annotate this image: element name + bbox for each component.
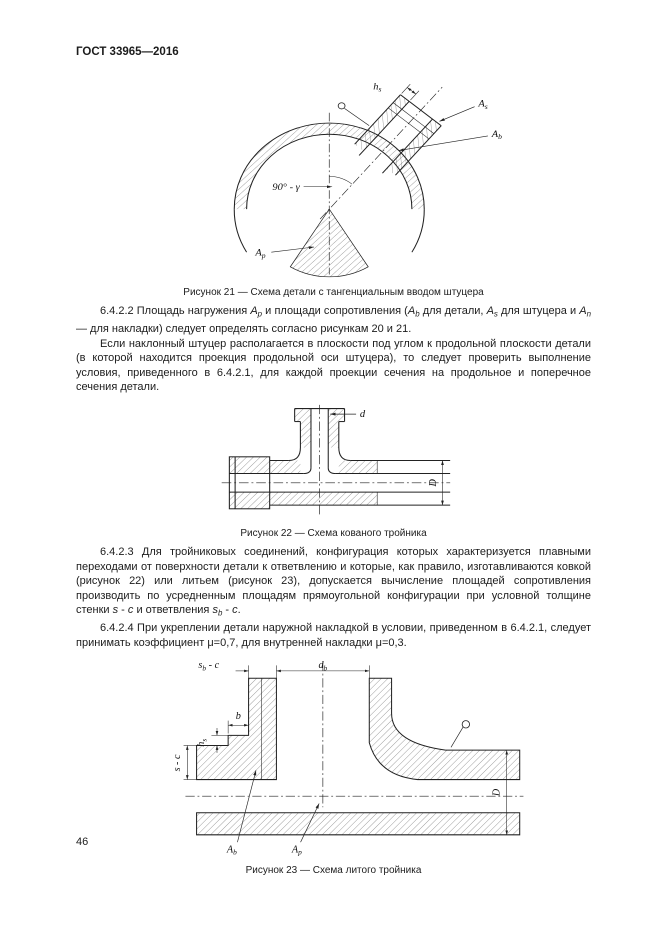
- run-bottom-wall-section: [196, 813, 519, 835]
- fig23-label-D: D: [490, 789, 502, 797]
- angle-arc: [329, 176, 352, 184]
- figure-22: [76, 403, 591, 539]
- dimension-sbc: [235, 666, 276, 679]
- document-code: ГОСТ 33965—2016: [76, 46, 179, 58]
- datum-circle-icon: [338, 103, 369, 126]
- branch-right-wall-section: [369, 679, 519, 780]
- fig22-drawing: [214, 403, 454, 519]
- fig22-label-d: d: [359, 408, 365, 420]
- fig23-label-Ap: $A_p$: [291, 844, 302, 858]
- fig22-label-D: D: [427, 479, 439, 487]
- fig23-label-b: b: [235, 711, 241, 723]
- fig23-label-sc: s - c: [171, 755, 183, 772]
- paragraph-6-4-2-2: 6.4.2.2 Площадь нагружения $A_p$ и площади сопротивления ($A_b$ для детали, $A_s$ для штуцера и $A_n$ — для накладки) следует определять согласно рисункам 20 и 21.: [76, 305, 591, 335]
- fig21-drawing: [144, 80, 524, 278]
- paragraph-6-4-2-4: 6.4.2.4 При укреплении детали наружной накладкой в условии, приведенном в 6.4.2.1, следует принимать коэффициент μ=0,7, для внутренней накладки μ=0,3.: [76, 622, 591, 649]
- dimension-sc: [183, 746, 196, 780]
- fig23-drawing: [139, 658, 529, 856]
- paragraph-6-4-2-2-note: Если наклонный штуцер располагается в плоскости под углом к продольной плоскости детали (в которой находится проекция продольной оси штуцера), то следует проверить выполнение условия, приведенного в 6.4.2.1, для каждой проекции сечения на продольное и поперечное сечения детали.: [76, 337, 591, 394]
- dimension-b: [228, 721, 248, 734]
- fig21-label-Ab: $A_b$: [491, 129, 502, 141]
- fig22-hatch: [229, 409, 377, 509]
- fig23-label-db: $d_b$: [317, 660, 327, 673]
- figure-22-caption: Рисунок 22 — Схема кованого тройника: [240, 527, 427, 539]
- paragraph-6-4-2-3: 6.4.2.3 Для тройниковых соединений, конфигурация которых характеризуется плавными переходами от поверхности детали к ответвлению и которые, как правило, изготавливаются ковкой (рисунок 22) или литьем (рисунок 23), допускается вычисление площадей сопротивления производить по усредненным площадям прямоугольной конфигурации при условной толщине стенки s - c и ответвления $s_b$ - c.: [76, 545, 591, 618]
- fig21-label-hs: $h_s$: [372, 81, 381, 94]
- fig23-label-hs: $h_s$: [195, 739, 208, 748]
- figure-23-caption: Рисунок 23 — Схема литого тройника: [245, 865, 422, 877]
- fig21-label-angle: 90° - γ: [271, 182, 300, 194]
- nozzle-section: [299, 72, 462, 235]
- datum-circle-icon: [451, 721, 470, 748]
- fig23-label-sbc: $s_b$ - c: [197, 660, 219, 673]
- fig21-label-As: $A_s$: [477, 99, 488, 111]
- figure-21: [76, 80, 591, 298]
- branch-left-wall-section: [196, 679, 276, 780]
- figure-23: [76, 658, 591, 876]
- fig21-label-Ap: $A_p$: [254, 248, 266, 260]
- page-number: 46: [76, 836, 89, 848]
- figure-21-caption: Рисунок 21 — Схема детали с тангенциальным вводом штуцера: [183, 287, 484, 298]
- fig23-label-Ab: $A_b$: [226, 844, 237, 858]
